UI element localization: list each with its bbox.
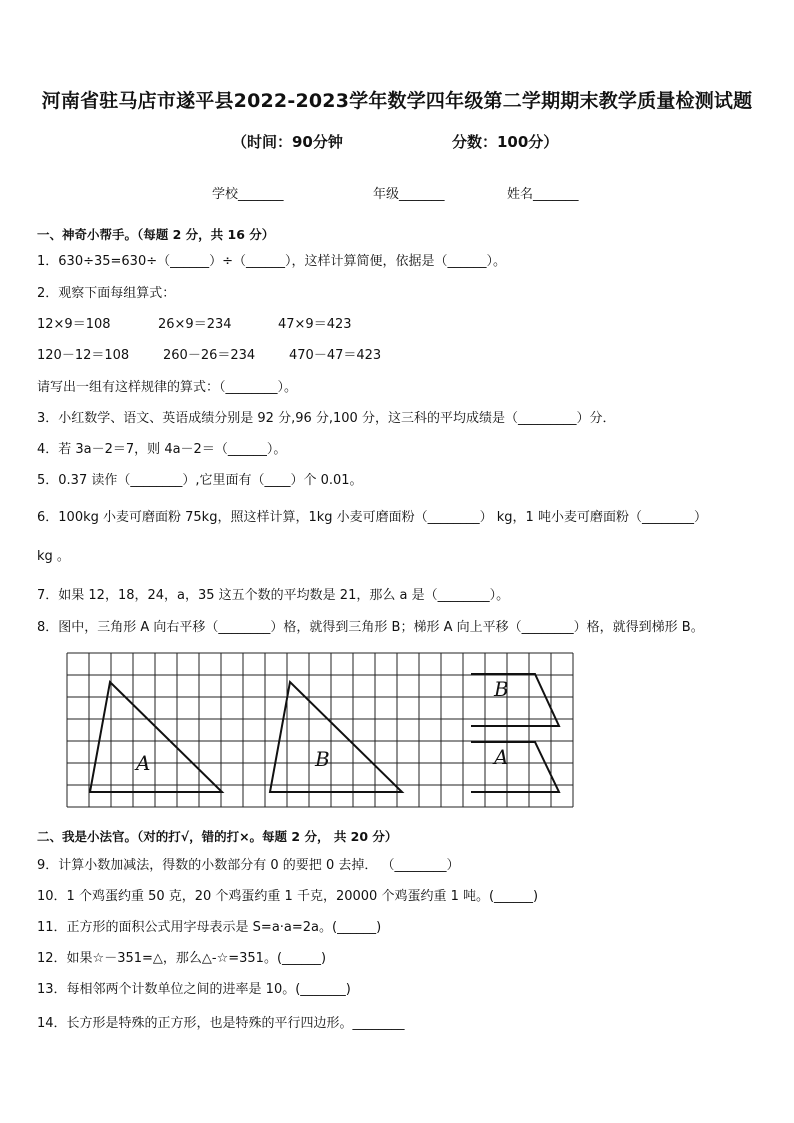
equation-2-1: 120－12＝108 bbox=[37, 348, 130, 363]
question-1: 1．630÷35=630÷（______）÷（______），这样计算简便，依据是（______）。 bbox=[37, 254, 507, 269]
question-11: 11．正方形的面积公式用字母表示是 S=a·a=2a。(______) bbox=[37, 920, 382, 935]
question-3: 3．小红数学、语文、英语成绩分别是 92 分,96 分,100 分，这三科的平均成绩是（_________）分． bbox=[37, 411, 616, 426]
label-triangle-a: A bbox=[136, 751, 151, 775]
exam-score: 分数：100分） bbox=[452, 133, 559, 151]
question-14: 14．长方形是特殊的正方形，也是特殊的平行四边形。________ bbox=[37, 1016, 405, 1031]
grade-field: 年级_______ bbox=[373, 187, 445, 202]
question-10: 10．1 个鸡蛋约重 50 克，20 个鸡蛋约重 1 千克，20000 个鸡蛋约重 1 吨。(______) bbox=[37, 889, 539, 904]
question-7: 7．如果 12，18，24，a，35 这五个数的平均数是 21，那么 a 是（________）。 bbox=[37, 588, 510, 603]
equation-1-2: 26×9＝234 bbox=[158, 317, 232, 332]
section1-heading: 一、神奇小帮手。（每题 2 分，共 16 分） bbox=[37, 227, 275, 242]
equation-2-2: 260－26＝234 bbox=[163, 348, 256, 363]
name-field: 姓名_______ bbox=[507, 187, 579, 202]
translation-grid-figure bbox=[66, 652, 580, 818]
label-triangle-b: B bbox=[315, 747, 330, 771]
equation-1-3: 47×9＝423 bbox=[278, 317, 352, 332]
exam-time: （时间：90分钟 bbox=[232, 133, 343, 151]
page-title: 河南省驻马店市遂平县2022-2023学年数学四年级第二学期期末教学质量检测试题 bbox=[41, 90, 753, 112]
question-2b: 请写出一组有这样规律的算式：（________）。 bbox=[37, 380, 298, 395]
equation-1-1: 12×9＝108 bbox=[37, 317, 111, 332]
section2-heading: 二、我是小法官。（对的打√，错的打×。每题 2 分， 共 20 分） bbox=[37, 829, 398, 844]
question-2: 2．观察下面每组算式： bbox=[37, 286, 176, 301]
trapezoid-b bbox=[471, 674, 559, 726]
question-9: 9．计算小数加减法，得数的小数部分有 0 的要把 0 去掉． （________） bbox=[37, 858, 460, 873]
question-8: 8．图中，三角形 A 向右平移（________）格，就得到三角形 B；梯形 A 向上平移（________）格，就得到梯形 B。 bbox=[37, 620, 704, 635]
question-12: 12．如果☆－351=△，那么△-☆=351。(______) bbox=[37, 951, 327, 966]
triangle-a bbox=[90, 682, 222, 792]
question-6b: kg 。 bbox=[37, 549, 70, 564]
label-trapezoid-a: A bbox=[494, 745, 509, 769]
equation-2-3: 470－47＝423 bbox=[289, 348, 382, 363]
question-13: 13．每相邻两个计数单位之间的进率是 10。(_______) bbox=[37, 982, 351, 997]
question-5: 5．0.37 读作（________）,它里面有（____）个 0.01。 bbox=[37, 473, 363, 488]
school-field: 学校_______ bbox=[212, 187, 284, 202]
label-trapezoid-b: B bbox=[494, 677, 509, 701]
triangle-b bbox=[270, 682, 402, 792]
question-6: 6．100kg 小麦可磨面粉 75kg，照这样计算，1kg 小麦可磨面粉（________） kg，1 吨小麦可磨面粉（________） bbox=[37, 510, 707, 525]
question-4: 4．若 3a－2＝7，则 4a－2＝（______）。 bbox=[37, 442, 287, 457]
